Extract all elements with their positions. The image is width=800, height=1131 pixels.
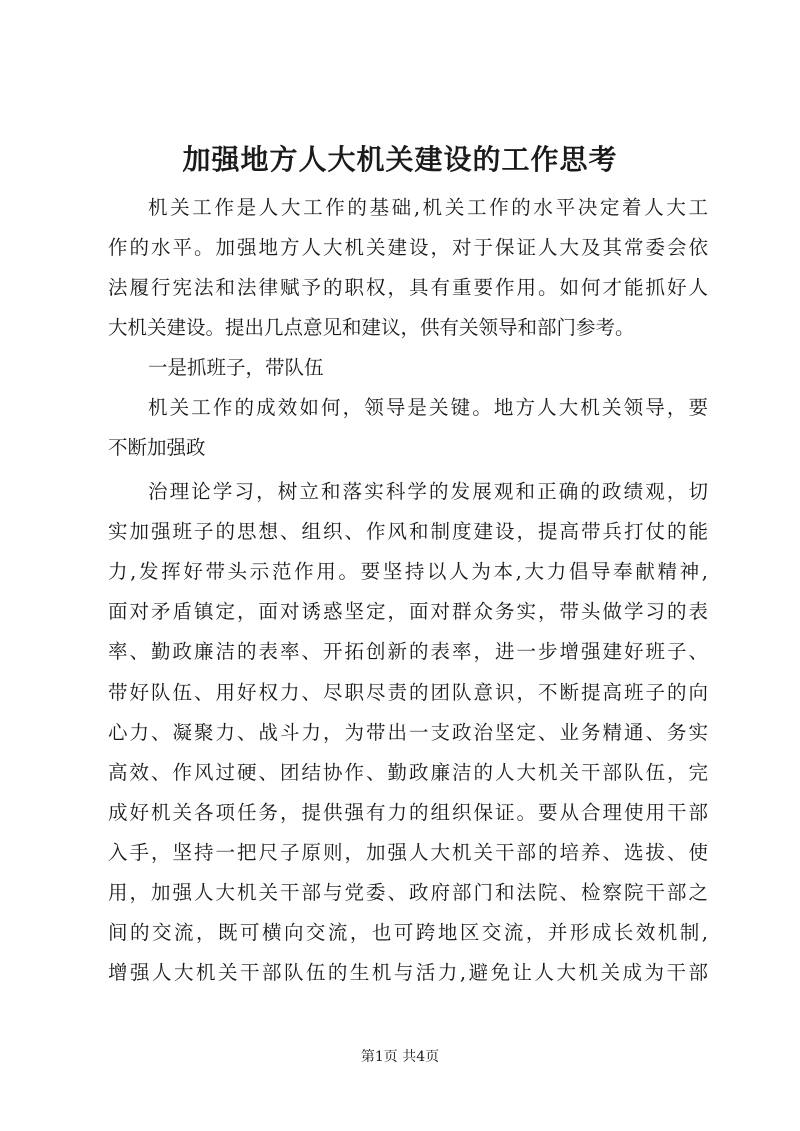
paragraph-line: 机关工作的成效如何，领导是关键。地方人大机关领导，要 bbox=[148, 396, 708, 419]
paragraph-line: 治理论学习，树立和落实科学的发展观和正确的政绩观，切 bbox=[148, 480, 708, 503]
paragraph-line: 率、勤政廉洁的表率、开拓创新的表率，进一步增强建好班子、 bbox=[108, 640, 708, 663]
paragraph-line: 间的交流，既可横向交流，也可跨地区交流，并形成长效机制, bbox=[108, 921, 708, 944]
paragraph-line: 机关工作是人大工作的基础,机关工作的水平决定着人大工 bbox=[148, 196, 708, 219]
paragraph-line: 面对矛盾镇定，面对诱惑坚定，面对群众务实，带头做学习的表 bbox=[108, 600, 708, 623]
paragraph-line: 不断加强政 bbox=[108, 436, 206, 459]
paragraph-line: 心力、凝聚力、战斗力，为带出一支政治坚定、业务精通、务实 bbox=[108, 721, 708, 744]
section-heading: 一是抓班子，带队伍 bbox=[148, 356, 324, 379]
page-footer: 第1页 共4页 bbox=[360, 1049, 440, 1065]
paragraph-line: 法履行宪法和法律赋予的职权，具有重要作用。如何才能抓好人 bbox=[108, 276, 708, 299]
paragraph-line: 带好队伍、用好权力、尽职尽责的团队意识，不断提高班子的向 bbox=[108, 681, 708, 704]
paragraph-line: 增强人大机关干部队伍的生机与活力,避免让人大机关成为干部 bbox=[108, 961, 708, 984]
paragraph-line: 高效、作风过硬、团结协作、勤政廉洁的人大机关干部队伍，完 bbox=[108, 761, 708, 784]
paragraph-line: 用，加强人大机关干部与党委、政府部门和法院、检察院干部之 bbox=[108, 881, 708, 904]
paragraph-line: 成好机关各项任务，提供强有力的组织保证。要从合理使用干部 bbox=[108, 801, 708, 824]
document-title: 加强地方人大机关建设的工作思考 bbox=[182, 143, 618, 176]
paragraph-line: 力,发挥好带头示范作用。要坚持以人为本,大力倡导奉献精神, bbox=[108, 560, 708, 583]
paragraph-line: 入手，坚持一把尺子原则，加强人大机关干部的培养、选拔、使 bbox=[108, 841, 708, 864]
paragraph-line: 实加强班子的思想、组织、作风和制度建设，提高带兵打仗的能 bbox=[108, 520, 708, 543]
paragraph-line: 大机关建设。提出几点意见和建议，供有关领导和部门参考。 bbox=[108, 316, 635, 339]
paragraph-line: 作的水平。加强地方人大机关建设，对于保证人大及其常委会依 bbox=[108, 236, 708, 259]
